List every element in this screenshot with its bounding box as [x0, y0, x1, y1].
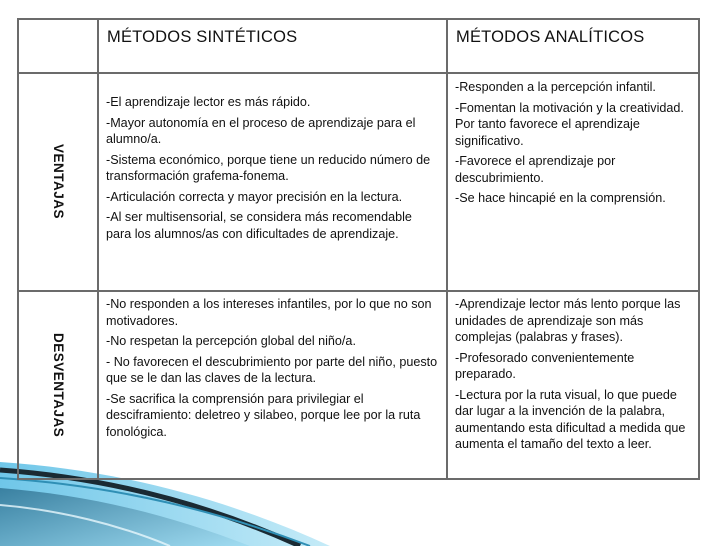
- row-desventajas: [18, 291, 699, 479]
- list-item: -Fomentan la motivación y la creatividad. Por tanto favorece el aprendizaje significativo.: [455, 100, 684, 148]
- list-item: -Mayor autonomía en el proceso de aprendizaje para el alumno/a.: [106, 115, 416, 146]
- list-ventajas-sinteticos: [99, 94, 446, 242]
- header-cell-sinteticos: [98, 19, 447, 73]
- row-ventajas: [18, 73, 699, 291]
- comparison-table: [17, 18, 700, 480]
- corner-cell: [18, 19, 98, 73]
- list-item: - No favorecen el descubrimiento por parte del niño, puesto que se le dan las claves de la lectura.: [106, 354, 438, 385]
- list-item: -Aprendizaje lector más lento porque las unidades de aprendizaje son más complejas (palabras y frases).: [455, 297, 681, 344]
- list-item: -El aprendizaje lector es más rápido.: [106, 95, 311, 109]
- list-item: -Favorece el aprendizaje por descubrimiento.: [455, 154, 616, 185]
- list-item: -No responden a los intereses infantiles, por lo que no son motivadores.: [106, 297, 432, 328]
- header-sinteticos: MÉTODOS SINTÉTICOS: [107, 28, 298, 46]
- list-item: -Lectura por la ruta visual, lo que puede dar lugar a la invención de la palabra, aumentando esta dificultad a medida que aumenta el tamaño del texto a leer.: [455, 387, 686, 451]
- row-label-desventajas: DESVENTAJAS: [51, 332, 66, 438]
- list-item: -Articulación correcta y mayor precisión en la lectura.: [106, 189, 403, 204]
- header-cell-analiticos: [447, 19, 699, 73]
- cell-desventajas-analiticos: [447, 291, 699, 479]
- list-desventajas-sinteticos: [99, 296, 446, 440]
- header-analiticos: MÉTODOS ANALÍTICOS: [456, 28, 645, 46]
- list-item: -Responden a la percepción infantil.: [455, 80, 656, 94]
- row-label-ventajas: VENTAJAS: [51, 144, 66, 220]
- list-item: -Profesorado convenientemente preparado.: [455, 350, 635, 381]
- cell-desventajas-sinteticos: [98, 291, 447, 479]
- list-desventajas-analiticos: [448, 296, 698, 453]
- row-label-cell-desventajas: [18, 291, 98, 479]
- list-item: -Al ser multisensorial, se considera más recomendable para los alumnos/as con dificultades de aprendizaje.: [106, 210, 412, 241]
- list-item: -Sistema económico, porque tiene un reducido número de transformación grafema-fonema.: [106, 152, 431, 183]
- cell-ventajas-analiticos: [447, 73, 699, 291]
- list-item: -No respetan la percepción global del niño/a.: [106, 334, 356, 348]
- row-label-cell-ventajas: [18, 73, 98, 291]
- list-item: -Se sacrifica la comprensión para privilegiar el desciframiento: deletreo y silabeo, porque lee por la ruta fonológica.: [106, 391, 421, 439]
- cell-ventajas-sinteticos: [98, 73, 447, 291]
- list-item: -Se hace hincapié en la comprensión.: [455, 191, 666, 205]
- list-ventajas-analiticos: [448, 79, 698, 207]
- header-row: [18, 19, 699, 73]
